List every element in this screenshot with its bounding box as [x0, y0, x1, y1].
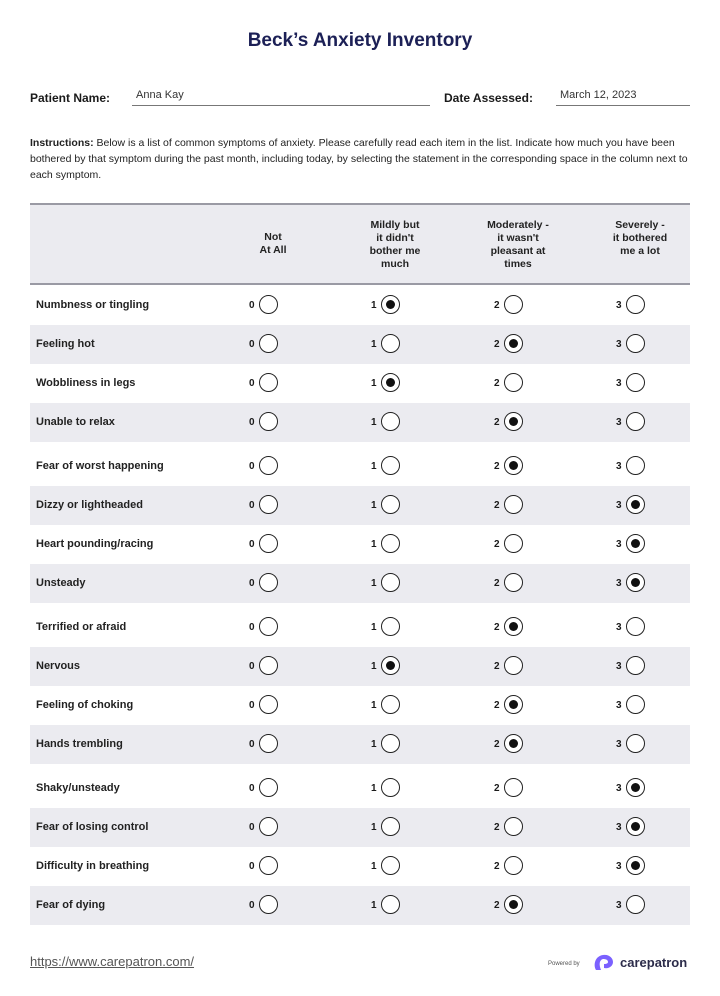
score-radio[interactable] [504, 373, 523, 392]
score-option[interactable] [494, 608, 554, 647]
score-radio[interactable] [259, 895, 278, 914]
score-number: 3 [616, 622, 622, 633]
score-option[interactable] [616, 647, 676, 686]
score-option[interactable] [494, 564, 554, 603]
table-row [30, 364, 690, 403]
score-number: 2 [494, 339, 500, 350]
score-number: 1 [371, 622, 377, 633]
score-option[interactable] [371, 403, 431, 442]
score-option[interactable] [371, 686, 431, 725]
score-option[interactable] [249, 886, 309, 925]
score-option[interactable] [616, 364, 676, 403]
score-radio[interactable] [626, 734, 645, 753]
score-radio[interactable] [381, 856, 400, 875]
score-number: 2 [494, 700, 500, 711]
score-number: 1 [371, 822, 377, 833]
score-option[interactable] [249, 486, 309, 525]
score-number: 1 [371, 700, 377, 711]
score-option[interactable] [494, 647, 554, 686]
powered-by-text: Powered by [548, 961, 580, 967]
score-number: 0 [249, 578, 255, 589]
symptom-label: Nervous [36, 660, 81, 672]
score-number: 2 [494, 300, 500, 311]
table-row [30, 686, 690, 725]
score-option[interactable] [494, 403, 554, 442]
score-option[interactable] [616, 608, 676, 647]
score-number: 1 [371, 783, 377, 794]
score-radio[interactable] [626, 295, 645, 314]
score-radio[interactable] [259, 656, 278, 675]
score-option[interactable] [249, 808, 309, 847]
patient-name-field[interactable]: Anna Kay [132, 89, 430, 106]
table-header [30, 203, 690, 285]
score-radio[interactable] [381, 778, 400, 797]
score-radio[interactable] [504, 734, 523, 753]
instructions-lead: Instructions: [30, 137, 94, 149]
score-number: 3 [616, 861, 622, 872]
score-option[interactable] [371, 447, 431, 486]
score-option[interactable] [494, 364, 554, 403]
score-option[interactable] [616, 886, 676, 925]
table-row [30, 647, 690, 686]
score-number: 1 [371, 339, 377, 350]
score-radio[interactable] [381, 456, 400, 475]
score-option[interactable] [249, 325, 309, 364]
score-option[interactable] [371, 564, 431, 603]
score-number: 3 [616, 661, 622, 672]
score-radio[interactable] [259, 778, 278, 797]
table-row [30, 447, 690, 486]
score-option[interactable] [371, 769, 431, 808]
column-header: Moderately - it wasn't pleasant at times [487, 219, 549, 270]
score-radio[interactable] [381, 734, 400, 753]
symptom-label: Feeling of choking [36, 699, 134, 711]
symptom-label: Unsteady [36, 577, 86, 589]
score-number: 0 [249, 539, 255, 550]
score-number: 1 [371, 739, 377, 750]
symptom-label: Heart pounding/racing [36, 538, 154, 550]
table-row [30, 769, 690, 808]
score-number: 0 [249, 378, 255, 389]
score-radio[interactable] [381, 373, 400, 392]
score-number: 3 [616, 417, 622, 428]
score-number: 1 [371, 461, 377, 472]
score-option[interactable] [616, 286, 676, 325]
score-number: 3 [616, 378, 622, 389]
score-option[interactable] [371, 725, 431, 764]
symptom-label: Difficulty in breathing [36, 860, 150, 872]
score-number: 0 [249, 622, 255, 633]
table-row [30, 486, 690, 525]
symptom-label: Hands trembling [36, 738, 123, 750]
score-number: 2 [494, 622, 500, 633]
score-option[interactable] [616, 725, 676, 764]
score-radio[interactable] [504, 856, 523, 875]
score-option[interactable] [494, 725, 554, 764]
score-radio[interactable] [259, 334, 278, 353]
symptom-label: Wobbliness in legs [36, 377, 136, 389]
symptom-label: Fear of losing control [36, 821, 149, 833]
score-radio[interactable] [259, 534, 278, 553]
table-row [30, 403, 690, 442]
score-number: 0 [249, 861, 255, 872]
score-radio[interactable] [626, 817, 645, 836]
score-number: 2 [494, 661, 500, 672]
score-radio[interactable] [381, 656, 400, 675]
score-radio[interactable] [504, 817, 523, 836]
score-number: 0 [249, 739, 255, 750]
score-option[interactable] [371, 847, 431, 886]
score-radio[interactable] [504, 412, 523, 431]
score-option[interactable] [249, 647, 309, 686]
score-number: 0 [249, 500, 255, 511]
symptom-table [30, 203, 690, 925]
score-option[interactable] [616, 564, 676, 603]
score-number: 0 [249, 822, 255, 833]
score-radio[interactable] [626, 334, 645, 353]
score-radio[interactable] [259, 412, 278, 431]
score-number: 3 [616, 739, 622, 750]
score-radio[interactable] [504, 534, 523, 553]
score-radio[interactable] [381, 573, 400, 592]
score-number: 1 [371, 578, 377, 589]
score-number: 0 [249, 700, 255, 711]
score-radio[interactable] [381, 895, 400, 914]
table-row [30, 286, 690, 325]
score-option[interactable] [249, 286, 309, 325]
score-number: 3 [616, 578, 622, 589]
score-number: 1 [371, 539, 377, 550]
score-number: 0 [249, 339, 255, 350]
score-option[interactable] [371, 647, 431, 686]
score-option[interactable] [371, 364, 431, 403]
score-option[interactable] [494, 769, 554, 808]
table-row [30, 808, 690, 847]
score-radio[interactable] [626, 895, 645, 914]
score-option[interactable] [249, 608, 309, 647]
score-number: 3 [616, 700, 622, 711]
score-number: 2 [494, 417, 500, 428]
symptom-label: Fear of worst happening [36, 460, 164, 472]
score-radio[interactable] [504, 617, 523, 636]
score-number: 0 [249, 300, 255, 311]
score-radio[interactable] [626, 412, 645, 431]
score-radio[interactable] [626, 778, 645, 797]
score-option[interactable] [371, 525, 431, 564]
column-header: Severely - it bothered me a lot [612, 219, 668, 257]
score-option[interactable] [494, 447, 554, 486]
score-option[interactable] [371, 286, 431, 325]
score-option[interactable] [249, 403, 309, 442]
score-number: 3 [616, 539, 622, 550]
score-radio[interactable] [626, 617, 645, 636]
score-radio[interactable] [381, 617, 400, 636]
symptom-label: Dizzy or lightheaded [36, 499, 143, 511]
score-option[interactable] [249, 686, 309, 725]
score-option[interactable] [616, 403, 676, 442]
score-number: 2 [494, 578, 500, 589]
score-option[interactable] [616, 525, 676, 564]
score-option[interactable] [494, 886, 554, 925]
table-row [30, 564, 690, 603]
table-row [30, 725, 690, 764]
score-radio[interactable] [626, 695, 645, 714]
score-option[interactable] [249, 725, 309, 764]
score-radio[interactable] [381, 495, 400, 514]
carepatron-brand: carepatron [620, 955, 688, 970]
score-number: 2 [494, 739, 500, 750]
score-option[interactable] [494, 286, 554, 325]
score-number: 1 [371, 378, 377, 389]
score-option[interactable] [371, 886, 431, 925]
score-radio[interactable] [626, 495, 645, 514]
score-number: 3 [616, 783, 622, 794]
instructions [30, 135, 690, 183]
score-option[interactable] [249, 769, 309, 808]
score-option[interactable] [249, 447, 309, 486]
score-number: 0 [249, 461, 255, 472]
carepatron-link[interactable]: https://www.carepatron.com/ [30, 954, 195, 969]
score-option[interactable] [616, 808, 676, 847]
score-radio[interactable] [259, 734, 278, 753]
score-radio[interactable] [626, 456, 645, 475]
carepatron-logo-icon [592, 953, 614, 971]
score-radio[interactable] [259, 573, 278, 592]
symptom-label: Shaky/unsteady [36, 782, 120, 794]
score-number: 3 [616, 822, 622, 833]
score-radio[interactable] [381, 695, 400, 714]
score-radio[interactable] [381, 295, 400, 314]
score-number: 1 [371, 900, 377, 911]
score-radio[interactable] [504, 895, 523, 914]
symptom-label: Unable to relax [36, 416, 115, 428]
score-number: 2 [494, 822, 500, 833]
score-radio[interactable] [504, 456, 523, 475]
score-radio[interactable] [504, 495, 523, 514]
score-radio[interactable] [259, 856, 278, 875]
score-number: 3 [616, 300, 622, 311]
table-row [30, 608, 690, 647]
score-radio[interactable] [626, 856, 645, 875]
score-number: 3 [616, 461, 622, 472]
table-row [30, 886, 690, 925]
score-radio[interactable] [259, 373, 278, 392]
score-option[interactable] [616, 769, 676, 808]
symptom-label: Fear of dying [36, 899, 106, 911]
score-number: 2 [494, 783, 500, 794]
date-assessed-label: Date Assessed: [444, 91, 533, 105]
score-radio[interactable] [381, 817, 400, 836]
score-option[interactable] [616, 686, 676, 725]
score-option[interactable] [249, 525, 309, 564]
score-option[interactable] [371, 608, 431, 647]
score-option[interactable] [494, 847, 554, 886]
score-radio[interactable] [259, 295, 278, 314]
score-option[interactable] [616, 325, 676, 364]
score-radio[interactable] [504, 656, 523, 675]
table-row [30, 325, 690, 364]
table-row [30, 525, 690, 564]
score-number: 1 [371, 861, 377, 872]
score-radio[interactable] [259, 456, 278, 475]
score-number: 3 [616, 339, 622, 350]
score-number: 1 [371, 661, 377, 672]
score-radio[interactable] [626, 373, 645, 392]
symptom-label: Feeling hot [36, 338, 95, 350]
score-radio[interactable] [259, 495, 278, 514]
score-number: 0 [249, 417, 255, 428]
score-radio[interactable] [381, 534, 400, 553]
score-number: 2 [494, 500, 500, 511]
date-assessed-field[interactable]: March 12, 2023 [556, 89, 690, 106]
score-number: 3 [616, 500, 622, 511]
score-option[interactable] [249, 364, 309, 403]
patient-name-label: Patient Name: [30, 91, 111, 105]
score-number: 1 [371, 500, 377, 511]
symptom-label: Numbness or tingling [36, 299, 150, 311]
score-option[interactable] [371, 486, 431, 525]
score-number: 3 [616, 900, 622, 911]
score-option[interactable] [494, 525, 554, 564]
score-number: 0 [249, 783, 255, 794]
score-radio[interactable] [259, 695, 278, 714]
score-number: 0 [249, 900, 255, 911]
score-option[interactable] [371, 325, 431, 364]
score-radio[interactable] [259, 617, 278, 636]
score-number: 0 [249, 661, 255, 672]
score-number: 2 [494, 461, 500, 472]
score-radio[interactable] [504, 778, 523, 797]
score-number: 2 [494, 539, 500, 550]
score-radio[interactable] [504, 695, 523, 714]
column-header: Mildly but it didn't bother me much [369, 219, 421, 270]
score-number: 1 [371, 300, 377, 311]
score-option[interactable] [616, 847, 676, 886]
table-row [30, 847, 690, 886]
score-option[interactable] [371, 808, 431, 847]
score-option[interactable] [249, 564, 309, 603]
score-radio[interactable] [626, 656, 645, 675]
form-title: Beck’s Anxiety Inventory [247, 30, 473, 51]
score-number: 2 [494, 861, 500, 872]
score-option[interactable] [494, 808, 554, 847]
score-number: 2 [494, 900, 500, 911]
score-radio[interactable] [504, 295, 523, 314]
score-number: 2 [494, 378, 500, 389]
column-header: Not At All [259, 231, 287, 256]
score-radio[interactable] [504, 334, 523, 353]
score-option[interactable] [494, 325, 554, 364]
score-radio[interactable] [626, 573, 645, 592]
score-option[interactable] [249, 847, 309, 886]
instructions-text: Below is a list of common symptoms of anxiety. Please carefully read each item in the list. Indicate how much you have been bothered by that symptom during the past month, including today, by selecting the statement in the corresponding space in the column next to each symptom. [30, 137, 688, 181]
score-radio[interactable] [259, 817, 278, 836]
score-number: 1 [371, 417, 377, 428]
symptom-label: Terrified or afraid [36, 621, 127, 633]
score-radio[interactable] [626, 534, 645, 553]
score-radio[interactable] [381, 412, 400, 431]
score-radio[interactable] [504, 573, 523, 592]
score-option[interactable] [616, 447, 676, 486]
score-option[interactable] [616, 486, 676, 525]
score-option[interactable] [494, 686, 554, 725]
score-radio[interactable] [381, 334, 400, 353]
score-option[interactable] [494, 486, 554, 525]
